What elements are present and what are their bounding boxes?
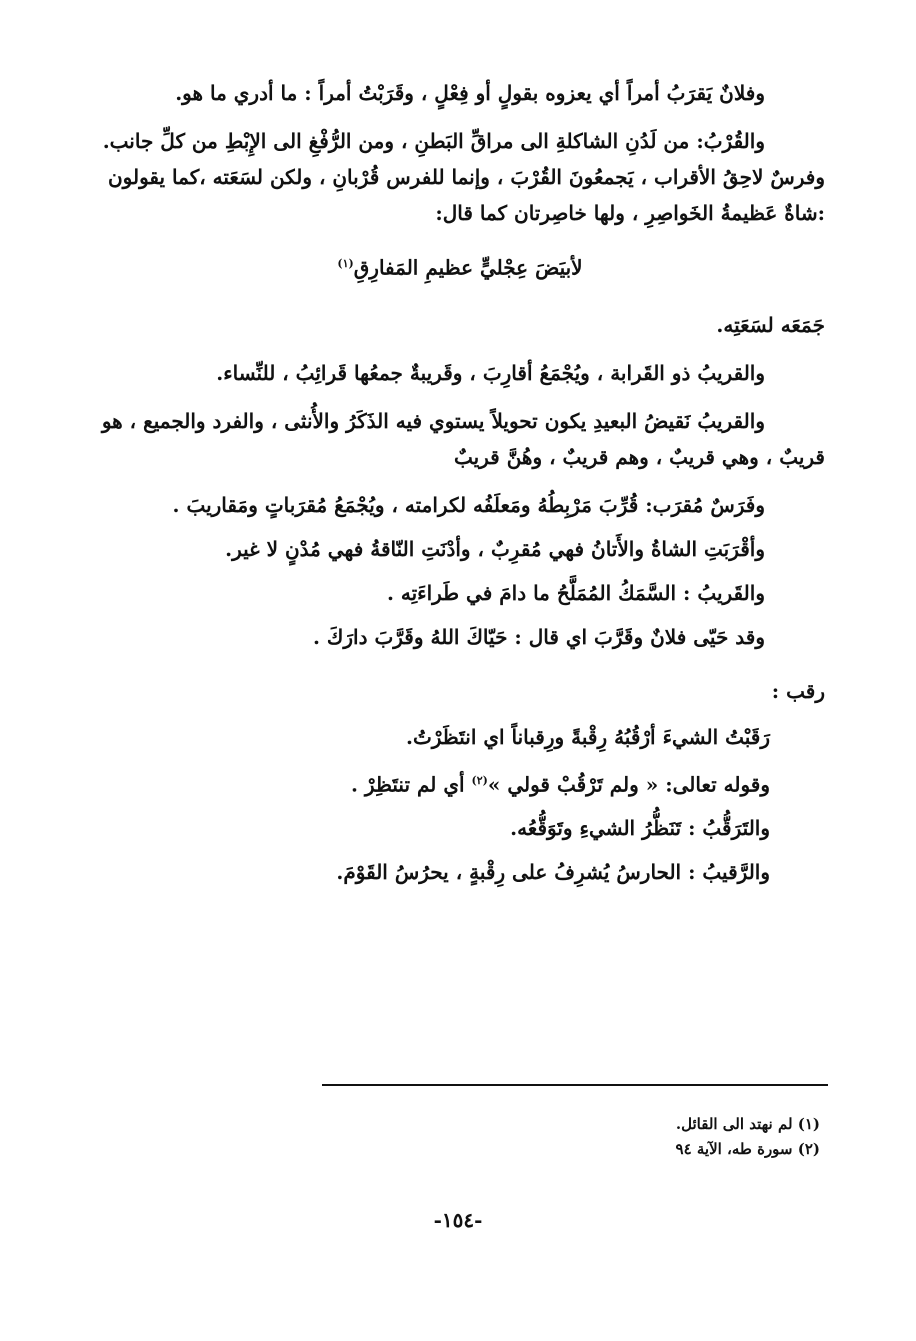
- section-entry-3: والتَرَقُّبُ : تَنَظُّرُ الشيءِ وتَوَقُّعُه.: [510, 816, 770, 841]
- page-number: -١٥٤-: [433, 1208, 483, 1232]
- verse-quote: [95, 245, 825, 287]
- section-entry-1: رَقَبْتُ الشيءَ أرْقُبُهُ رِقْبةً ورِقباناً اي انتَظَرْتُ.: [405, 724, 770, 749]
- paragraph-3: جَمَعَه لسَعَتِه.: [716, 312, 825, 337]
- paragraph-4: والقريبُ ذو القَرابة ، ويُجْمَعُ أقارِبَ ، وقَريبةٌ جمعُها قَرائِبُ ، للنِّساء.: [216, 360, 765, 385]
- footnote-divider: [322, 1084, 828, 1086]
- section-entries: [95, 719, 825, 891]
- verse-text: لأبيَضَ عِجْليٍّ عظيمِ المَفارِقِ: [353, 255, 583, 280]
- footnote-2: (٢) سورة طه، الآية ٩٤: [675, 1140, 820, 1158]
- paragraph-8: والقَريبُ : السَّمَكُ المُمَلَّحُ ما دامَ في طَراءَتِه .: [386, 580, 765, 605]
- paragraph-7: وأقْرَبَتِ الشاةُ والأَتانُ فهي مُقرِبٌ ، وأدْنَتِ النّاقةُ فهي مُدْنٍ لا غير.: [225, 536, 765, 561]
- paragraph-5: والقريبُ نَقيضُ البعيدِ يكون تحويلاً يستوي فيه الذَكَرُ والأُنثى ، والفرد والجميع ، هو قريبٌ ، وهي قريبٌ ، وهم قريبٌ ، وهُنَّ قريبٌ: [101, 408, 825, 469]
- verse-footnote-ref: (١): [337, 257, 354, 270]
- section-heading: رقب :: [771, 678, 825, 703]
- footnotes: [400, 1112, 820, 1162]
- section-entry-2: [95, 763, 770, 803]
- main-text: [95, 75, 825, 898]
- quote-gloss: أي لم تنتَظِرْ .: [351, 772, 472, 797]
- paragraph-2: والقُرْبُ: من لَدُنِ الشاكلةِ الى مراقِّ البَطنِ ، ومن الرُّفْغِ الى الإِبْطِ من كلِّ جانب. وفرسٌ لاحِقُ الأقراب ، يَجمعُونَ القُرْبَ ، وإنما للفرس قُرْبانِ ، ولكن لسَعَته ،كما يقولون :شاةٌ عَظيمةُ الخَواصِرِ ، ولها خاصِرتان كما قال:: [102, 129, 825, 225]
- paragraph-6: وفَرَسٌ مُقرَب: قُرِّبَ مَرْبِطُهُ ومَعلَفُه لكرامته ، ويُجْمَعُ مُقرَباتٍ ومَقاريبَ .: [172, 492, 765, 517]
- quote-footnote-ref: (٢): [471, 773, 488, 787]
- paragraph-1: وفلانٌ يَقرَبُ أمراً أي يعزوه بقولٍ أو فِعْلٍ ، وقَرَبْتُ أمراً : ما أدري ما هو.: [175, 81, 765, 105]
- quran-quote: وقوله تعالى: « ولم تَرْقُبْ قولي »: [487, 772, 770, 797]
- paragraph-9: وقد حَيّى فلانٌ وقَرَّبَ اي قال : حَيّاكَ اللهُ وقَرَّبَ دارَكَ .: [312, 624, 765, 649]
- section-entry-4: والرَّقيبُ : الحارسُ يُشرِفُ على رِقْبةٍ ، يحرُسُ القَوْمَ.: [336, 860, 770, 885]
- footnote-1: (١) لم نهتد الى القائل.: [675, 1115, 820, 1133]
